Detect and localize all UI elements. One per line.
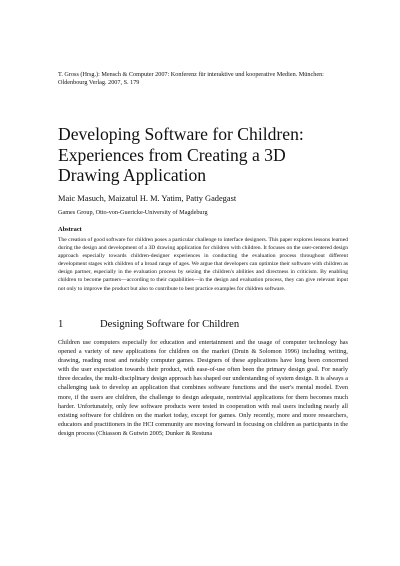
paper-title-text: Developing Software for Children: Experiences from Creating a 3D Drawing Application [58, 124, 304, 185]
citation-header: T. Gross (Hrsg.): Mensch & Computer 2007: Konferenz für interaktive und kooperative Medien. München: Oldenbourg Verlag. 2007, S. 179 [58, 71, 324, 87]
section-title: Designing Software for Children [100, 319, 240, 330]
author-affiliation: Games Group, Otto-von-Guericke-University of Magdeburg [58, 209, 208, 216]
author-list: Maic Masuch, Maizatul H. M. Yatim, Patty Gadegast [58, 194, 237, 203]
section-number: 1 [58, 319, 64, 330]
section-heading [58, 318, 348, 331]
section-body-text: Children use computers especially for education and entertainment and the usage of computer technology has opened a variety of new applications for children on the market (Druin & Solomon 1996) including writing, drawing, reading most and notably computer games. Designers of these applications have long been concerned with the user expectation towards their product, with ease-of-use often been the primary design goal. For nearly three decades, the multi-disciplinary design approach has shaped our understanding of system design. It is always a challenging task to develop an application that combines software functions and the user's mental model. Even more, if the users are children, the challenge to design adequate, nontrivial applications for them becomes much harder. Unfortunately, only few software products were tested in cooperation with real users including nearly all existing software for children on the market today, except for games. Only recently, more and more researchers, educators and practitioners in the HCI community are moving forward in focusing on children as participants in the design process (Chiasson & Gutwin 2005; Dunker & Restuna [58, 339, 348, 437]
abstract-text: The creation of good software for children poses a particular challenge to interface designers. This paper explores lessons learned during the design and development of a 3D drawing application for children with children. It focuses on the user-centered design approach especially towards children-designer experiences in conducting the evaluation process throughout different development stages with children of a broad range of ages. We argue that developers can optimize their software with children as design partner, especially in the evaluation process by seizing the children's abilities and directness in criticism. By enabling children to become partners—according to their capabilities—in the design and evaluation process, they can give relevant input not only to improve the product but also to contribute to best practice examples for children software. [58, 237, 348, 292]
abstract-heading: Abstract [58, 226, 82, 233]
paper-title [58, 124, 348, 186]
